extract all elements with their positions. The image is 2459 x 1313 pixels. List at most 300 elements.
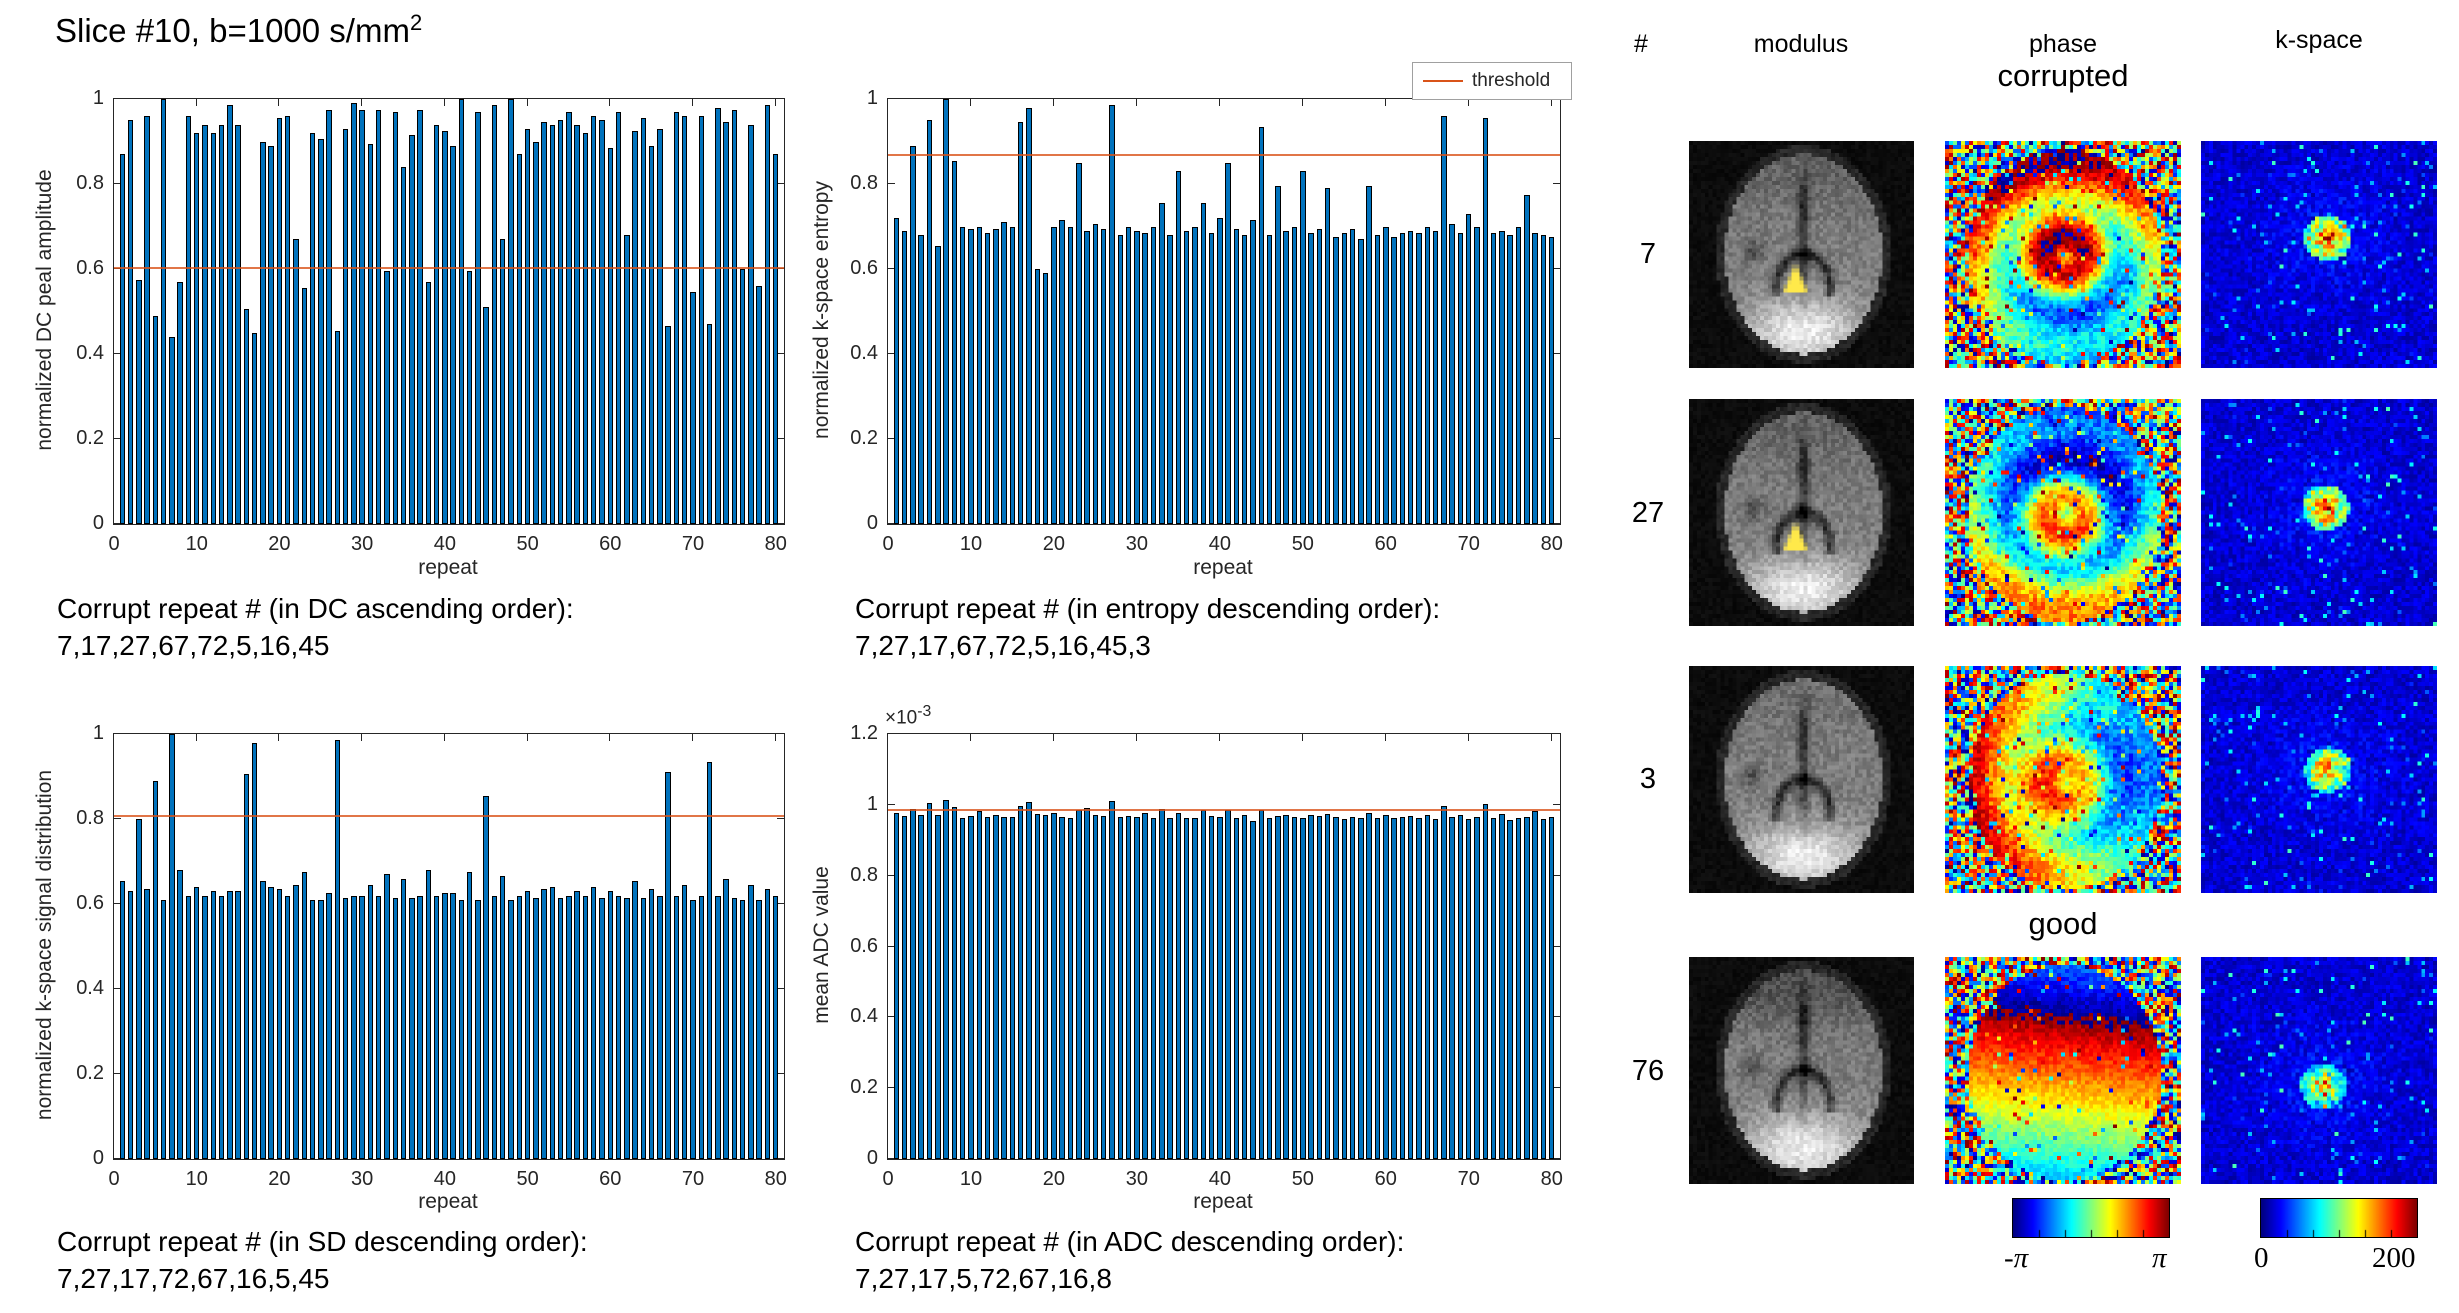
chart-bar	[525, 891, 530, 1159]
chart-bar	[1333, 237, 1338, 524]
chart-bar	[1499, 814, 1504, 1159]
chart-bar	[1317, 229, 1322, 524]
chart-bar	[351, 896, 356, 1160]
chart-bar	[1300, 818, 1305, 1159]
x-tick-label: 20	[268, 533, 291, 555]
phase-image-row4	[1945, 957, 2181, 1184]
chart-bar	[1259, 127, 1264, 524]
chart-bar	[359, 110, 364, 524]
chart-bar	[1234, 229, 1239, 524]
chart-bar	[1267, 818, 1272, 1159]
chart-bar	[384, 874, 389, 1159]
chart-bar	[277, 118, 282, 524]
chart-bar	[1201, 203, 1206, 524]
x-tick-label: 50	[516, 533, 539, 555]
entropy-chart-plot	[850, 87, 1563, 555]
chart-bar	[665, 326, 670, 524]
chart-bar	[186, 116, 191, 524]
y-tick-label: 0.4	[850, 342, 878, 364]
chart-bar	[894, 218, 899, 524]
chart-bar	[434, 896, 439, 1160]
chart-bar	[918, 235, 923, 524]
chart-bar	[376, 896, 381, 1160]
x-tick-mark	[692, 734, 693, 741]
phase-image-row1	[1945, 141, 2181, 368]
chart-bar	[732, 110, 737, 524]
chart-bar	[674, 896, 679, 1160]
dc-chart-ylabel: normalized DC peal amplitude	[33, 169, 56, 451]
x-tick-mark	[361, 734, 362, 741]
chart-bar	[1449, 817, 1454, 1159]
y-tick-label: 0	[92, 1147, 104, 1169]
chart-bar	[277, 889, 282, 1159]
x-tick-label: 70	[681, 533, 705, 555]
chart-bar	[244, 309, 249, 524]
chart-bar	[1093, 224, 1098, 524]
chart-bar	[1507, 235, 1512, 524]
x-tick-mark	[970, 734, 971, 741]
chart-bar	[285, 116, 290, 524]
chart-bar	[186, 896, 191, 1160]
chart-bar	[508, 99, 513, 524]
chart-bar	[583, 896, 588, 1160]
chart-bar	[1524, 817, 1529, 1159]
chart-bar	[285, 896, 290, 1160]
kspace-image-row2	[2201, 399, 2437, 626]
y-tick-label: 0.2	[76, 1062, 104, 1084]
chart-bar	[153, 316, 158, 524]
phase-colorbar	[2012, 1198, 2170, 1238]
chart-bar	[144, 116, 149, 524]
y-tick-label: 0.6	[850, 934, 878, 957]
y-tick-label: 0.6	[850, 257, 878, 279]
chart-bar	[1524, 195, 1529, 524]
chart-bar	[1474, 817, 1479, 1159]
chart-bar	[1541, 819, 1546, 1159]
chart-bar	[1051, 227, 1056, 525]
chart-bar	[624, 898, 629, 1159]
chart-bar	[475, 900, 480, 1159]
chart-bar	[1267, 235, 1272, 524]
y-tick-mark	[888, 804, 895, 805]
chart-bar	[1458, 815, 1463, 1159]
chart-bar	[1333, 817, 1338, 1159]
modulus-image-row3	[1689, 666, 1914, 893]
column-header-number: #	[1634, 30, 1648, 58]
chart-bar	[1400, 817, 1405, 1159]
column-header-kspace: k-space	[2275, 26, 2363, 54]
chart-bar	[1416, 233, 1421, 524]
x-tick-label: 30	[351, 533, 374, 555]
chart-bar	[1275, 816, 1280, 1159]
chart-bar	[483, 307, 488, 524]
x-tick-mark	[887, 99, 888, 106]
chart-bar	[707, 324, 712, 524]
kspace-colorbar-max-label: 200	[2372, 1242, 2416, 1274]
chart-bar	[1458, 233, 1463, 524]
y-tick-label: 0.2	[850, 427, 878, 449]
chart-bar	[1491, 818, 1496, 1159]
kspace-colorbar	[2260, 1198, 2418, 1238]
x-tick-mark	[113, 734, 114, 741]
chart-bar	[756, 286, 761, 524]
phase-colorbar-max-label: π	[2152, 1242, 2167, 1274]
y-tick-mark	[777, 733, 784, 734]
chart-bar	[1192, 818, 1197, 1159]
adc-chart-xlabel: repeat	[1193, 1190, 1253, 1213]
chart-bar	[517, 154, 522, 524]
chart-bar	[690, 900, 695, 1159]
modulus-image-row1	[1689, 141, 1914, 368]
y-tick-label: 0.8	[76, 172, 104, 194]
y-tick-mark	[777, 98, 784, 99]
x-tick-mark	[1219, 734, 1220, 741]
chart-bar	[641, 898, 646, 1159]
entropy-note-line2: 7,27,17,67,72,5,16,45,3	[855, 630, 1151, 661]
chart-bar	[293, 239, 298, 524]
entropy-chart-ylabel: normalized k-space entropy	[810, 181, 833, 439]
chart-bar	[1250, 220, 1255, 524]
chart-bar	[1250, 821, 1255, 1159]
x-tick-mark	[113, 517, 114, 524]
chart-bar	[1018, 806, 1023, 1159]
x-tick-mark	[1219, 99, 1220, 106]
chart-bar	[1151, 818, 1156, 1159]
y-tick-label: 1	[866, 792, 878, 815]
chart-bar	[1408, 816, 1413, 1159]
chart-bar	[641, 118, 646, 524]
chart-bar	[302, 872, 307, 1159]
repeat-number-row3: 3	[1639, 763, 1657, 795]
chart-bar	[1151, 227, 1156, 525]
chart-bar	[426, 282, 431, 524]
chart-bar	[1292, 817, 1297, 1159]
chart-bar	[335, 331, 340, 524]
adc-chart-plot	[850, 722, 1563, 1190]
chart-bar	[293, 885, 298, 1159]
chart-bar	[533, 898, 538, 1159]
chart-bar	[550, 125, 555, 525]
x-tick-mark	[1551, 99, 1552, 106]
chart-bar	[1466, 214, 1471, 524]
chart-bar	[616, 896, 621, 1160]
chart-bar	[310, 900, 315, 1159]
chart-bar	[748, 125, 753, 525]
chart-bar	[773, 896, 778, 1160]
chart-bar	[765, 105, 770, 524]
chart-bar	[1358, 239, 1363, 524]
chart-bar	[1068, 227, 1073, 525]
chart-bar	[1325, 188, 1330, 524]
chart-bar	[665, 772, 670, 1159]
sd-chart-plot	[76, 722, 787, 1190]
x-tick-mark	[1053, 99, 1054, 106]
chart-bar	[409, 135, 414, 524]
chart-bar	[1059, 220, 1064, 524]
chart-bar	[1018, 122, 1023, 524]
chart-bar	[649, 146, 654, 524]
chart-bar	[1391, 818, 1396, 1159]
chart-bar	[1358, 818, 1363, 1159]
chart-bar	[657, 129, 662, 524]
y-tick-label: 0.4	[850, 1005, 878, 1028]
x-tick-label: 20	[1042, 1168, 1066, 1190]
chart-bar	[1167, 818, 1172, 1159]
chart-bar	[153, 781, 158, 1159]
sd-note-line2: 7,27,17,72,67,16,5,45	[57, 1263, 330, 1294]
x-tick-label: 70	[681, 1168, 705, 1190]
x-tick-mark	[609, 99, 610, 106]
sd-note-line1: Corrupt repeat # (in SD descending order):	[57, 1226, 588, 1257]
chart-bar	[1342, 233, 1347, 524]
chart-bar	[1159, 809, 1164, 1159]
chart-bar	[1192, 227, 1197, 525]
chart-bar	[310, 133, 315, 524]
chart-bar	[902, 816, 907, 1159]
chart-bar	[202, 896, 207, 1160]
chart-bar	[467, 872, 472, 1159]
chart-bar	[765, 889, 770, 1159]
y-tick-mark	[888, 183, 895, 184]
chart-bar	[1532, 811, 1537, 1159]
chart-bar	[1026, 802, 1031, 1159]
chart-bar	[1383, 227, 1388, 525]
chart-bar	[161, 900, 166, 1159]
chart-bar	[732, 898, 737, 1159]
chart-bar	[1350, 229, 1355, 524]
x-tick-mark	[113, 1152, 114, 1159]
y-tick-label: 0	[92, 512, 104, 534]
chart-bar	[426, 870, 431, 1159]
chart-bar	[1325, 814, 1330, 1159]
chart-bar	[393, 898, 398, 1159]
kspace-image-row4	[2201, 957, 2437, 1184]
chart-bar	[318, 139, 323, 524]
x-tick-label: 10	[185, 533, 208, 555]
x-tick-label: 60	[599, 1168, 622, 1190]
chart-bar	[401, 167, 406, 524]
x-tick-label: 30	[351, 1168, 374, 1190]
chart-bar	[1342, 819, 1347, 1159]
column-header-modulus: modulus	[1753, 30, 1849, 58]
y-tick-label: 0	[866, 1147, 878, 1169]
chart-bar	[574, 125, 579, 525]
chart-bar	[533, 142, 538, 525]
chart-bar	[1391, 237, 1396, 524]
x-tick-label: 40	[433, 533, 456, 555]
chart-bar	[194, 133, 199, 524]
x-tick-mark	[444, 99, 445, 106]
chart-bar	[1242, 235, 1247, 524]
chart-bar	[1134, 231, 1139, 524]
x-tick-label: 0	[882, 533, 894, 555]
adc-note-line2: 7,27,17,5,72,67,16,8	[855, 1263, 1112, 1294]
chart-bar	[1549, 237, 1554, 524]
chart-bar	[343, 898, 348, 1159]
chart-bar	[434, 125, 439, 525]
chart-bar	[1549, 817, 1554, 1159]
chart-bar	[450, 146, 455, 524]
chart-bar	[1507, 820, 1512, 1159]
chart-bar	[1292, 227, 1297, 525]
chart-bar	[260, 881, 265, 1159]
x-tick-label: 40	[1208, 1168, 1231, 1190]
chart-bar	[1383, 815, 1388, 1159]
y-tick-mark	[114, 733, 121, 734]
chart-bar	[144, 889, 149, 1159]
x-tick-mark	[444, 734, 445, 741]
chart-bar	[409, 898, 414, 1159]
x-tick-mark	[775, 734, 776, 741]
chart-bar	[1433, 231, 1438, 524]
x-tick-label: 30	[1125, 533, 1148, 555]
chart-bar	[968, 816, 973, 1159]
chart-bar	[616, 112, 621, 524]
chart-bar	[1035, 814, 1040, 1159]
chart-bar	[417, 110, 422, 524]
x-tick-label: 40	[433, 1168, 456, 1190]
chart-bar	[1225, 163, 1230, 524]
x-tick-label: 80	[1540, 533, 1563, 555]
chart-bar	[1375, 818, 1380, 1159]
x-tick-label: 0	[882, 1168, 894, 1190]
x-tick-mark	[1385, 734, 1386, 741]
x-tick-mark	[1302, 99, 1303, 106]
chart-bar	[715, 896, 720, 1160]
chart-bar	[442, 893, 447, 1159]
x-tick-mark	[1136, 99, 1137, 106]
chart-bar	[244, 774, 249, 1159]
y-tick-label: 1	[92, 87, 104, 109]
chart-bar	[1234, 818, 1239, 1159]
x-tick-label: 50	[516, 1168, 539, 1190]
kspace-image-row3	[2201, 666, 2437, 893]
x-tick-mark	[887, 734, 888, 741]
chart-bar	[591, 116, 596, 524]
chart-bar	[773, 154, 778, 524]
chart-bar	[985, 817, 990, 1159]
chart-bar	[748, 885, 753, 1159]
y-tick-mark	[888, 98, 895, 99]
chart-bar	[508, 900, 513, 1159]
chart-bar	[599, 898, 604, 1159]
chart-bar	[1466, 819, 1471, 1159]
chart-bar	[1491, 233, 1496, 524]
chart-bar	[1400, 233, 1405, 524]
entropy-chart-xlabel: repeat	[1193, 556, 1253, 579]
x-tick-mark	[196, 99, 197, 106]
y-tick-mark	[777, 818, 784, 819]
chart-bar	[1433, 819, 1438, 1159]
chart-bar	[326, 110, 331, 524]
chart-bar	[1142, 233, 1147, 524]
chart-bar	[1010, 817, 1015, 1159]
chart-bar	[993, 229, 998, 524]
chart-bar	[657, 896, 662, 1160]
chart-bar	[715, 108, 720, 525]
x-tick-label: 10	[959, 533, 983, 555]
x-tick-mark	[527, 734, 528, 741]
chart-bar	[302, 288, 307, 524]
dc-note-line1: Corrupt repeat # (in DC ascending order):	[57, 593, 574, 624]
dc-chart-plot	[76, 87, 787, 555]
chart-bar	[1416, 818, 1421, 1159]
x-tick-mark	[970, 99, 971, 106]
y-tick-label: 0.8	[850, 863, 878, 886]
x-tick-label: 80	[764, 1168, 787, 1190]
chart-bar	[1308, 233, 1313, 524]
y-tick-label: 0.6	[76, 892, 104, 914]
chart-bar	[1134, 817, 1139, 1159]
chart-bar	[1408, 231, 1413, 524]
phase-image-row3	[1945, 666, 2181, 893]
chart-bar	[1084, 808, 1089, 1159]
chart-bar	[1449, 224, 1454, 524]
x-tick-mark	[527, 99, 528, 106]
chart-bar	[136, 819, 141, 1159]
chart-bar	[1308, 815, 1313, 1159]
chart-bar	[1425, 227, 1430, 525]
chart-bar	[632, 881, 637, 1159]
chart-bar	[475, 112, 480, 524]
chart-bar	[918, 815, 923, 1159]
chart-bar	[1126, 816, 1131, 1159]
chart-bar	[376, 110, 381, 524]
x-tick-label: 60	[1374, 533, 1397, 555]
x-tick-label: 10	[959, 1168, 983, 1190]
chart-bar	[1159, 203, 1164, 524]
chart-bar	[401, 879, 406, 1160]
chart-bar	[1283, 231, 1288, 524]
chart-bar	[235, 891, 240, 1159]
y-tick-mark	[114, 818, 121, 819]
chart-bar	[550, 887, 555, 1159]
chart-bar	[318, 900, 323, 1159]
chart-bar	[1184, 818, 1189, 1159]
chart-bar	[442, 131, 447, 524]
chart-bar	[960, 818, 965, 1159]
y-tick-label: 0.8	[76, 807, 104, 829]
chart-bar	[1076, 810, 1081, 1159]
chart-bar	[682, 116, 687, 524]
chart-bar	[1076, 163, 1081, 524]
x-tick-mark	[278, 99, 279, 106]
chart-bar	[1375, 235, 1380, 524]
x-tick-mark	[361, 99, 362, 106]
chart-bar	[177, 282, 182, 524]
y-tick-label: 0.2	[76, 427, 104, 449]
chart-bar	[169, 734, 174, 1159]
chart-bar	[1176, 171, 1181, 524]
chart-bar	[541, 122, 546, 524]
y-tick-label: 0.4	[76, 977, 104, 999]
x-tick-mark	[1053, 734, 1054, 741]
chart-bar	[1118, 817, 1123, 1159]
chart-bar	[120, 154, 125, 524]
chart-bar	[1225, 810, 1230, 1159]
x-tick-mark	[113, 99, 114, 106]
chart-bar	[1317, 816, 1322, 1159]
chart-bar	[943, 99, 948, 524]
x-tick-label: 60	[1374, 1168, 1397, 1190]
chart-bar	[649, 889, 654, 1159]
chart-bar	[740, 269, 745, 524]
chart-bar	[599, 120, 604, 524]
chart-bar	[1101, 816, 1106, 1159]
good-group-label: good	[2028, 906, 2098, 941]
chart-bar	[1300, 171, 1305, 524]
chart-bar	[1142, 813, 1147, 1159]
